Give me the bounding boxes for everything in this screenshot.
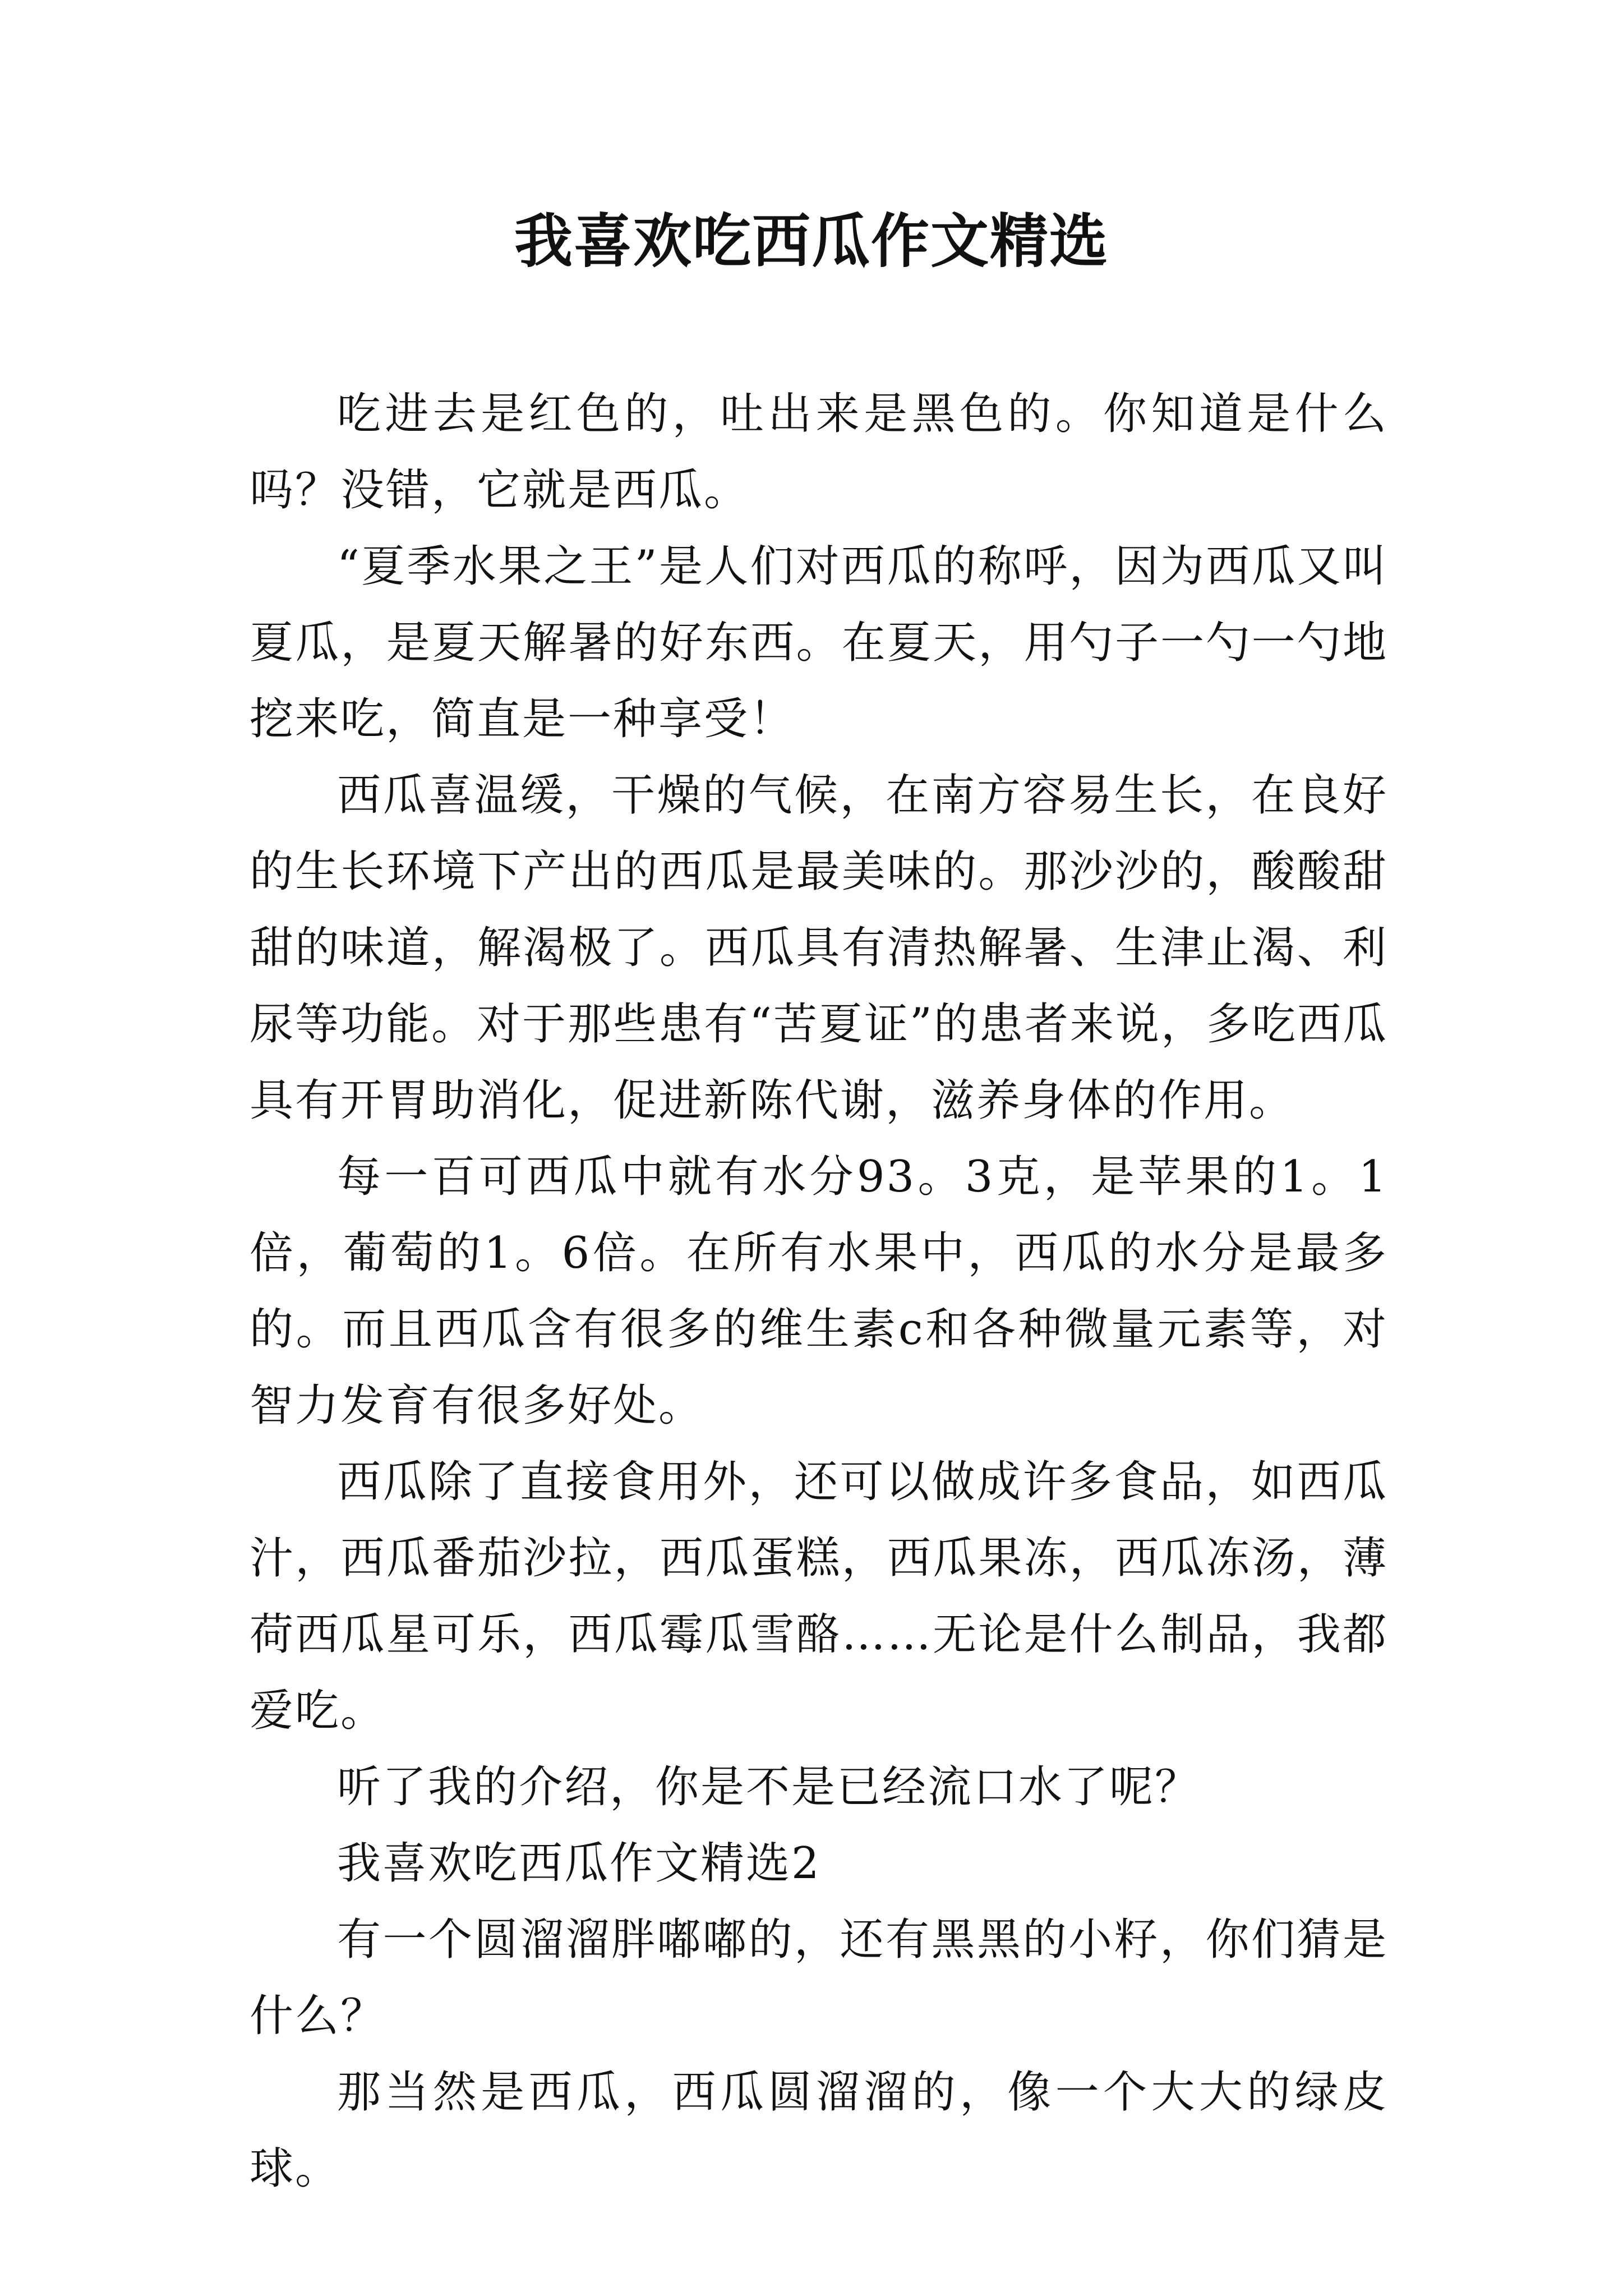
- paragraph-4: 每一百可西瓜中就有水分93。3克，是苹果的1。1倍，葡萄的1。6倍。在所有水果中，西瓜的水分是最多的。而且西瓜含有很多的维生素c和各种微量元素等，对智力发育有很多好处。: [250, 1152, 1388, 1431]
- paragraph-1: 吃进去是红色的，吐出来是黑色的。你知道是什么吗？没错，它就是西瓜。: [250, 389, 1388, 516]
- paragraph-2: “夏季水果之王”是人们对西瓜的称呼，因为西瓜又叫夏瓜，是夏天解暑的好东西。在夏天，用勺子一勺一勺地挖来吃，简直是一种享受！: [250, 541, 1388, 744]
- document-body: [250, 376, 1388, 2207]
- paragraph-7-subtitle: 我喜欢吃西瓜作文精选2: [337, 1838, 821, 1889]
- paragraph-8: 有一个圆溜溜胖嘟嘟的，还有黑黑的小籽，你们猜是什么？: [250, 1915, 1388, 2041]
- document-title: 我喜欢吃西瓜作文精选: [514, 206, 1109, 275]
- paragraph-5: 西瓜除了直接食用外，还可以做成许多食品，如西瓜汁，西瓜番茄沙拉，西瓜蛋糕，西瓜果冻，西瓜冻汤，薄荷西瓜星可乐，西瓜霉瓜雪酪……无论是什么制品，我都爱吃。: [250, 1457, 1388, 1736]
- paragraph-9: 那当然是西瓜，西瓜圆溜溜的，像一个大大的绿皮球。: [250, 2067, 1388, 2194]
- paragraph-3: 西瓜喜温缓，干燥的气候，在南方容易生长，在良好的生长环境下产出的西瓜是最美味的。那沙沙的，酸酸甜甜的味道，解渴极了。西瓜具有清热解暑、生津止渴、利尿等功能。对于那些患有“苦夏证”的患者来说，多吃西瓜具有开胃助消化，促进新陈代谢，滋养身体的作用。: [250, 770, 1388, 1126]
- paragraph-6: 听了我的介绍，你是不是已经流口水了呢？: [337, 1762, 1201, 1812]
